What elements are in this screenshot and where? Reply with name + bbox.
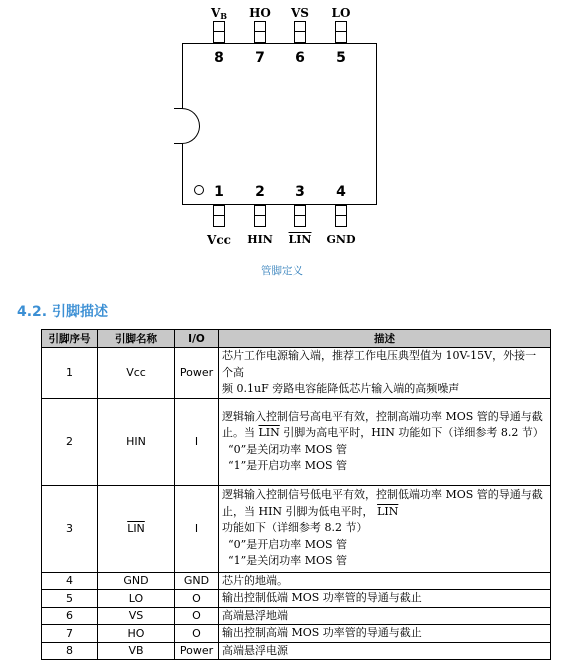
pin-name-cell: $\overline{LIN}$ xyxy=(98,485,175,572)
io-cell: O xyxy=(175,590,219,608)
pin-2-name: HIN xyxy=(247,233,273,246)
table-header-row xyxy=(42,330,551,348)
description-cell xyxy=(219,398,551,485)
pin-8-lead xyxy=(213,21,225,43)
pin-number-cell: 8 xyxy=(42,642,98,660)
header-pin-name: 引脚名称 xyxy=(98,330,175,348)
table-row xyxy=(42,607,551,625)
header-description: 描述 xyxy=(219,330,551,348)
io-cell: Power xyxy=(175,642,219,660)
description-line: 止，当 HIN 引脚为低电平时， $\overline{LIN}$ 功能如下（详细参考 8.2 节） xyxy=(222,504,399,535)
description-line: 频 0.1uF 旁路电容能降低芯片输入端的高频噪声 xyxy=(222,382,460,395)
pin-7-name: HO xyxy=(249,6,271,20)
io-cell: Power xyxy=(175,348,219,399)
io-cell: O xyxy=(175,607,219,625)
pin-3-name: $\overline{LIN}$ xyxy=(288,233,312,246)
lin-overline-label: $\overline{LIN}$ xyxy=(377,504,399,518)
pin-7-number: 7 xyxy=(255,50,265,66)
table-row xyxy=(42,625,551,643)
pin-2-number: 2 xyxy=(255,184,265,200)
header-pin-number: 引脚序号 xyxy=(42,330,98,348)
pin-5-name: LO xyxy=(331,6,351,20)
table-row xyxy=(42,590,551,608)
pin-6-name: VS xyxy=(291,6,309,20)
description-line: 芯片工作电源输入端，推荐工作电压典型值为 10V-15V，外接一个高 xyxy=(222,349,537,379)
description-cell: 高端悬浮电源 xyxy=(219,642,551,660)
table-row xyxy=(42,485,551,572)
description-line: “1”是开启功率 MOS 管 xyxy=(228,459,348,472)
pin-name-cell: LO xyxy=(98,590,175,608)
description-line: 止。当 $\overline{LIN}$ 引脚为高电平时，HIN 功能如下（详细参考 8.2 节） xyxy=(222,426,544,439)
pin-1-name: Vcc xyxy=(207,233,231,247)
pin-5-lead xyxy=(335,21,347,43)
pin-2-lead xyxy=(254,205,266,227)
table-row xyxy=(42,398,551,485)
section-heading: 4.2. 引脚描述 xyxy=(17,304,108,320)
pin-number-cell: 1 xyxy=(42,348,98,399)
io-cell: I xyxy=(175,398,219,485)
io-cell: I xyxy=(175,485,219,572)
table-row xyxy=(42,642,551,660)
pin-name-cell: HO xyxy=(98,625,175,643)
pin-8-name: VB xyxy=(210,6,228,21)
pin-number-cell: 7 xyxy=(42,625,98,643)
pin-8-number: 8 xyxy=(214,50,224,66)
pin-number-cell: 4 xyxy=(42,572,98,590)
description-line: 逻辑输入控制信号低电平有效，控制低端功率 MOS 管的导通与截 xyxy=(222,488,543,502)
table-row xyxy=(42,572,551,590)
pin-3-number: 3 xyxy=(295,184,305,200)
pin-number-cell: 6 xyxy=(42,607,98,625)
pin-number-cell: 3 xyxy=(42,485,98,572)
description-line: 逻辑输入控制信号高电平有效，控制高端功率 MOS 管的导通与截 xyxy=(222,409,543,423)
pin-5-number: 5 xyxy=(336,50,346,66)
header-io: I/O xyxy=(175,330,219,348)
pin-4-lead xyxy=(335,205,347,227)
description-cell: 输出控制低端 MOS 功率管的导通与截止 xyxy=(219,590,551,608)
io-cell: O xyxy=(175,625,219,643)
pin-4-number: 4 xyxy=(336,184,346,200)
pin-6-lead xyxy=(294,21,306,43)
lin-overline-label: $\overline{LIN}$ xyxy=(258,426,280,439)
ic-body xyxy=(182,43,377,205)
description-cell xyxy=(219,485,551,572)
pin-4-name: GND xyxy=(326,233,356,246)
pin1-marker-icon xyxy=(194,185,204,195)
pin-3-lead xyxy=(294,205,306,227)
diagram-caption: 管脚定义 xyxy=(261,265,303,277)
description-line: “1”是关闭功率 MOS 管 xyxy=(228,554,348,568)
pin-name-cell: VS xyxy=(98,607,175,625)
pin-number-cell: 2 xyxy=(42,398,98,485)
pin-number-cell: 5 xyxy=(42,590,98,608)
description-line: “0”是关闭功率 MOS 管 xyxy=(228,442,348,456)
description-line: “0”是开启功率 MOS 管 xyxy=(228,537,348,551)
table-row xyxy=(42,348,551,399)
pin-1-number: 1 xyxy=(214,184,224,200)
description-cell: 芯片的地端。 xyxy=(219,572,551,590)
description-cell: 输出控制高端 MOS 功率管的导通与截止 xyxy=(219,625,551,643)
pin-1-lead xyxy=(213,205,225,227)
package-diagram xyxy=(0,0,564,290)
pin-name-cell: Vcc xyxy=(98,348,175,399)
pin-name-cell: VB xyxy=(98,642,175,660)
pin-6-number: 6 xyxy=(295,50,305,66)
description-cell: 高端悬浮地端 xyxy=(219,607,551,625)
pin-name-cell: GND xyxy=(98,572,175,590)
io-cell: GND xyxy=(175,572,219,590)
description-cell xyxy=(219,348,551,399)
pin-7-lead xyxy=(254,21,266,43)
pin-name-cell: HIN xyxy=(98,398,175,485)
pin-description-table xyxy=(41,329,551,660)
